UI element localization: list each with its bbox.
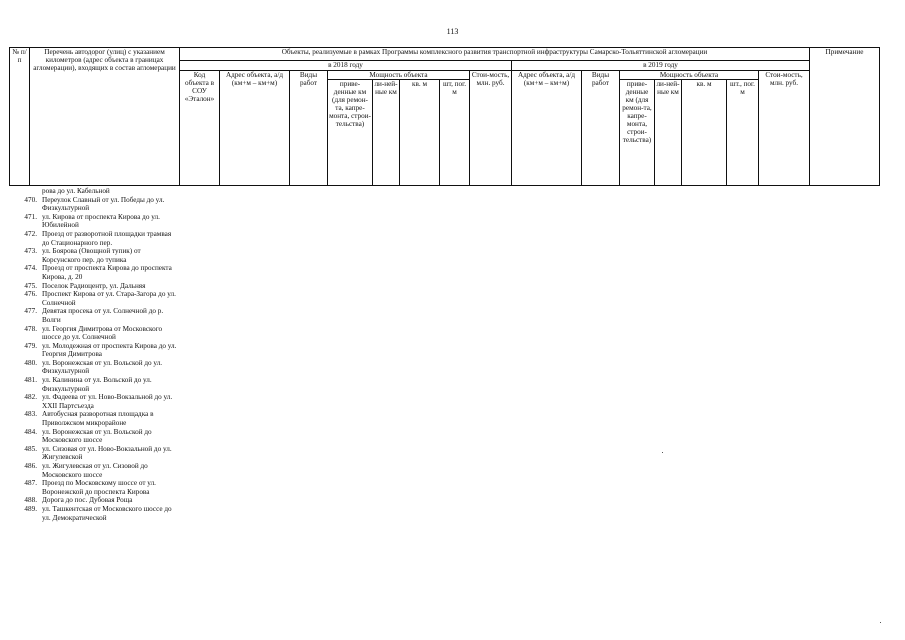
row-number: 472.	[24, 229, 37, 238]
row-number: 478.	[24, 324, 37, 333]
table-row	[9, 393, 179, 410]
table-row	[9, 196, 179, 213]
sq-m-2019-header: кв. м	[682, 80, 727, 186]
table-row	[9, 325, 179, 342]
road-name: ул. Сизовая от ул. Ново-Вокзальной до ул. Жигулевской	[42, 444, 172, 462]
row-number: 471.	[24, 212, 37, 221]
scan-speck	[662, 452, 663, 453]
row-number: 474.	[24, 264, 37, 273]
road-name: Девятая просека от ул. Солнечной до р. Волги	[42, 307, 164, 324]
road-name: ул. Молодежная от проспекта Кирова до ул. Георгия Димитрова	[42, 341, 177, 359]
table-row	[9, 359, 179, 376]
table-row	[9, 213, 179, 230]
page-number: 113	[446, 27, 459, 36]
row-number: 483.	[24, 410, 37, 419]
code-header: Код объекта в СОУ «Эталон»	[180, 71, 220, 186]
row-number: 479.	[24, 341, 37, 350]
table-row	[9, 247, 179, 264]
row-number: 489.	[24, 504, 37, 513]
table-row	[9, 290, 179, 307]
table-row	[9, 376, 179, 393]
road-name: ул. Кирова от проспекта Кирова до ул. Юбилейной	[42, 212, 160, 230]
road-name: Проезд от проспекта Кирова до проспекта Кирова, д. 20	[42, 264, 172, 281]
road-name: Поселок Радиоцентр, ул. Дальняя	[42, 281, 146, 290]
row-number: 486.	[24, 462, 37, 470]
table-row	[9, 462, 179, 479]
row-number: 473.	[24, 247, 37, 256]
pcs-header: шт, пог. м	[440, 80, 470, 186]
scan-speck	[880, 622, 881, 623]
cost-2019-header: Стои-мость, млн. руб.	[759, 71, 810, 186]
table-row	[9, 342, 179, 359]
road-name: Проезд по Московскому шоссе от ул. Воронежской до проспекта Кирова	[42, 479, 156, 496]
table-row	[9, 505, 179, 522]
row-number: 484.	[24, 427, 37, 436]
linear-km-header: ли-ней-ные км	[373, 80, 400, 186]
table-row	[9, 410, 179, 427]
row-number: 475.	[24, 281, 37, 290]
table-row	[9, 445, 179, 462]
road-name: ул. Воронежская от ул. Вольской до Московского шоссе	[42, 427, 152, 445]
road-name: ул. Боярова (Овощной тупик) от Корсунского пер. до тупика	[42, 247, 141, 264]
col-objects-header: Объекты, реализуемые в рамках Программы комплексного развития транспортной инфраструктуры Самарско-Тольяттинской агломерации	[180, 48, 810, 61]
road-name: Проспект Кирова от ул. Стара-Загора до ул. Солнечной	[42, 290, 176, 307]
address-2019-header: Адрес объекта, а/д (км+м – км+м)	[512, 71, 582, 186]
address-header: Адрес объекта, а/д (км+м – км+м)	[220, 71, 290, 186]
road-name: Дорога до пос. Дубовая Роща	[42, 496, 133, 505]
table-row	[9, 230, 179, 247]
reduced-km-header: приве-денные км (для ремон-та, капре-монта, строи-тельства)	[328, 80, 373, 186]
row-number: 488.	[24, 496, 37, 505]
col-note-header: Примечание	[810, 48, 880, 186]
row-number: 487.	[24, 479, 37, 488]
table-header	[9, 47, 880, 186]
row-number: 482.	[24, 393, 37, 402]
table-row	[9, 282, 179, 291]
table-row	[9, 479, 179, 496]
road-name: Переулок Славный от ул. Победы до ул. Физкультурной	[42, 195, 165, 213]
work-types-2019-header: Виды работ	[582, 71, 620, 186]
road-name: ул. Воронежская от ул. Вольской до ул. Физкультурной	[42, 358, 163, 376]
year-2019-header: в 2019 году	[512, 61, 810, 71]
road-list	[9, 187, 179, 522]
road-name: ул. Фадеева от ул. Ново-Вокзальной до ул. XXII Партсъезда	[42, 393, 173, 410]
sq-m-header: кв. м	[400, 80, 440, 186]
road-name: ул. Ташкентская от Московского шоссе до ул. Демократической	[42, 504, 172, 522]
row-number: 481.	[24, 376, 37, 385]
table-row	[9, 428, 179, 445]
linear-km-2019-header: ли-ней-ные км	[655, 80, 682, 186]
table-row	[9, 264, 179, 281]
row-number: 476.	[24, 290, 37, 299]
row-number: 470.	[24, 195, 37, 204]
capacity-2019-header: Мощность объекта	[620, 71, 759, 80]
table-row	[9, 187, 179, 196]
reduced-km-2019-header: приве-денные км (для ремон-та, капре-монта, строи-тельства)	[620, 80, 655, 186]
road-name: ул. Георгия Димитрова от Московского шоссе до ул. Солнечной	[42, 324, 163, 342]
col-list-header: Перечень автодорог (улиц) с указанием километров (адрес объекта в границах агломерации), входящих в состав агломерации	[30, 48, 180, 186]
pcs-2019-header: шт., пог. м	[727, 80, 759, 186]
road-name: рова до ул. Кабельной	[42, 187, 110, 195]
table-row	[9, 307, 179, 324]
road-name: Проезд от разворотной площадки трамвая до Стационарного пер.	[42, 229, 172, 247]
row-number: 480.	[24, 358, 37, 367]
year-2018-header: в 2018 году	[180, 61, 512, 71]
table-row	[9, 496, 179, 505]
capacity-header: Мощность объекта	[328, 71, 470, 80]
road-name: Автобусная разворотная площадка в Приволжском микрорайоне	[42, 410, 154, 428]
cost-header: Стои-мость, млн. руб.	[470, 71, 512, 186]
col-num-header: № п/п	[10, 48, 30, 186]
row-number: 477.	[24, 307, 37, 316]
work-types-header: Виды работ	[290, 71, 328, 186]
road-name: ул. Калинина от ул. Вольской до ул. Физкультурной	[42, 376, 152, 393]
row-number: 485.	[24, 444, 37, 453]
road-name: ул. Жигулевская от ул. Сизовой до Московского шоссе	[42, 462, 148, 479]
